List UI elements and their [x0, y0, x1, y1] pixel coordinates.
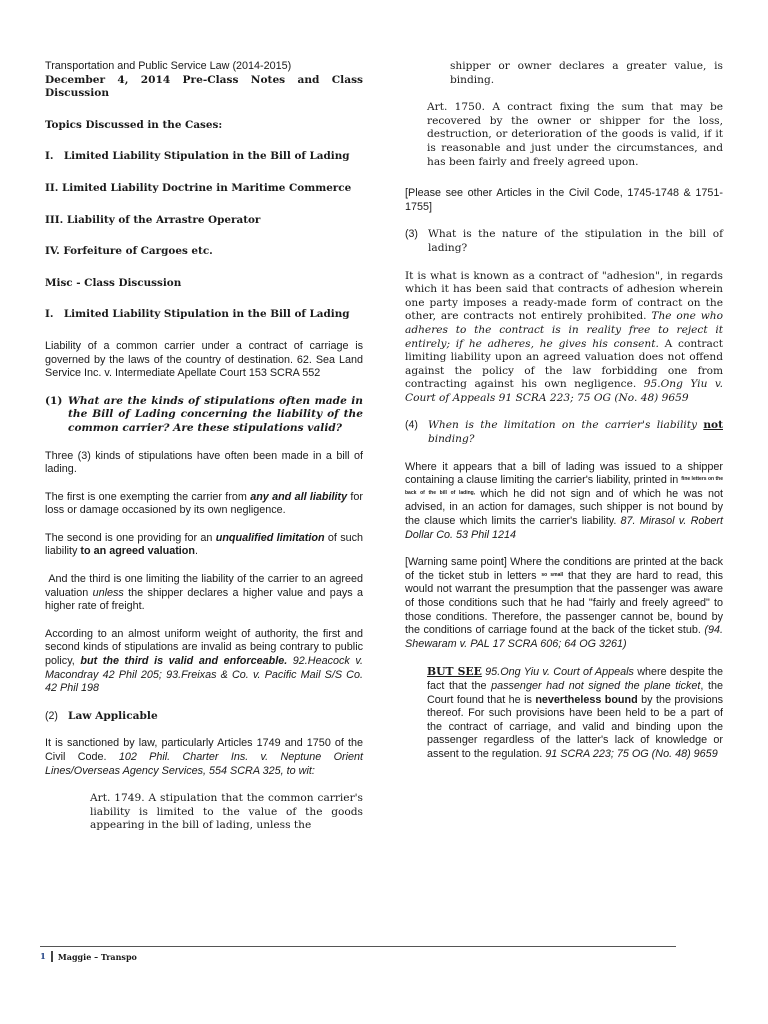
topic-misc: Misc - Class Discussion: [45, 276, 182, 289]
article-1749: Art. 1749. A stipulation that the common carrier's liability is limited to the value of the goods appearing in the bill of lading, unless the: [90, 792, 363, 832]
page-footer: [40, 951, 137, 962]
right-column: [405, 60, 723, 776]
footer-separator: [51, 951, 53, 962]
article-1749-continued: shipper or owner declares a greater value, is binding.: [450, 60, 723, 86]
page-number: 1: [40, 951, 46, 962]
paragraph-warning: [Warning same point] Where the conditions are printed at the back of the ticket stub in letters $^{so small}$ that they are hard to read, this would not warrant the presumption that the passenger was aware of those conditions such that he had "fairly and freely agreed" to those conditions. Therefore, the passenger cannot be, bound by the conditions of carriage found at the back of the ticket stub. (94. Shewaram v. PAL 17 SCRA 606; 64 OG 3261): [405, 556, 723, 650]
paragraph-first-kind: The first is one exempting the carrier from any and all liability for loss or damage occasioned by its own negligence.: [45, 490, 363, 517]
lecture-title: December 4, 2014 Pre-Class Notes and Class Discussion: [45, 73, 363, 100]
paragraph-sanctioned: It is sanctioned by law, particularly Articles 1749 and 1750 of the Civil Code. 102 Phil. Charter Ins. v. Neptune Orient Lines/Overseas Agency Services, 554 SCRA 325, to wit:: [45, 737, 363, 777]
paragraph-three-kinds: Three (3) kinds of stipulations have often been made in a bill of lading.: [45, 449, 363, 476]
question-3: (3) What is the nature of the stipulation in the bill of lading?: [405, 228, 723, 254]
question-1: (1) What are the kinds of stipulations often made in the Bill of Lading concerning the liability of the common carrier? Are these stipulations valid?: [45, 394, 363, 434]
topic-4: IV. Forfeiture of Cargoes etc.: [45, 245, 213, 258]
paragraph-destination-law: Liability of a common carrier under a contract of carriage is governed by the laws of the country of destination. 62. Sea Land Service Inc. v. Intermediate Apellate Court 153 SCRA 552: [45, 339, 363, 380]
topics-heading: Topics Discussed in the Cases:: [45, 118, 223, 131]
see-other-articles: [Please see other Articles in the Civil Code, 1745-1748 & 1751-1755]: [405, 187, 723, 213]
paragraph-adhesion: It is what is known as a contract of "adhesion", in regards which it has been said that contracts of adhesion wherein one party imposes a ready-made form of contract on the other, are contracts not entirely prohibited. The one who adheres to the contract is in reality free to reject it entirely; if he adheres, he gives his consent. A contract limiting liability upon an agreed valuation does not offend against the policy of the law forbidding one from contracting against his own negligence. 95.Ong Yiu v. Court of Appeals 91 SCRA 223; 75 OG (No. 48) 9659: [405, 269, 723, 404]
paragraph-uniform-authority: According to an almost uniform weight of authority, the first and second kinds of stipulations are invalid as being contrary to public policy, but the third is valid and enforceable. 92.Heacock v. Macondray 42 Phil 205; 93.Freixas & Co. v. Pacific Mail S/S Co. 42 Phil 198: [45, 627, 363, 695]
article-1750: Art. 1750. A contract fixing the sum that may be recovered by the owner or shipper for the loss, destruction, or deterioration of the goods is valid, if it is reasonable and just under the circumstances, and has been fairly and freely agreed upon.: [427, 101, 723, 168]
paragraph-but-see: BUT SEE 95.Ong Yiu v. Court of Appeals where despite the fact that the passenger had not signed the plane ticket, the Court found that he is nevertheless bound by the provisions thereof. For such provisions have been held to be a part of the contract of carriage, and valid and binding upon the passenger regardless of the latter's lack of knowledge or assent to the regulation. 91 SCRA 223; 75 OG (No. 48) 9659: [427, 665, 724, 760]
question-4: (4) When is the limitation on the carrier's liability not binding?: [405, 419, 723, 446]
topic-2: II. Limited Liability Doctrine in Maritime Commerce: [45, 181, 352, 194]
paragraph-third-kind: And the third is one limiting the liability of the carrier to an agreed valuation unless the shipper declares a higher value and pays a higher rate of freight.: [45, 573, 363, 613]
section-heading-1: I. Limited Liability Stipulation in the Bill of Lading: [45, 308, 350, 321]
paragraph-second-kind: The second is one providing for an unqualified limitation of such liability to an agreed valuation.: [45, 531, 364, 558]
left-column: [45, 60, 363, 847]
topic-3: III. Liability of the Arrastre Operator: [45, 213, 261, 226]
course-title: Transportation and Public Service Law (2014-2015): [45, 60, 292, 72]
footer-text: Maggie – Transpo: [57, 951, 137, 962]
paragraph-fine-letters: Where it appears that a bill of lading was issued to a shipper containing a clause limiting the carrier's liability, printed in $^{fine letters on the back of the bill of lading,}$ which he did not sign and of which he was not advised, in an action for damages, such shipper is not bound by the clause which limits the carrier's liability. 87. Mirasol v. Robert Dollar Co. 53 Phil 1214: [405, 460, 723, 541]
question-2: (2) Law Applicable: [45, 709, 158, 722]
footer-divider: [40, 946, 676, 947]
topic-1: I. Limited Liability Stipulation in the Bill of Lading: [45, 150, 350, 163]
